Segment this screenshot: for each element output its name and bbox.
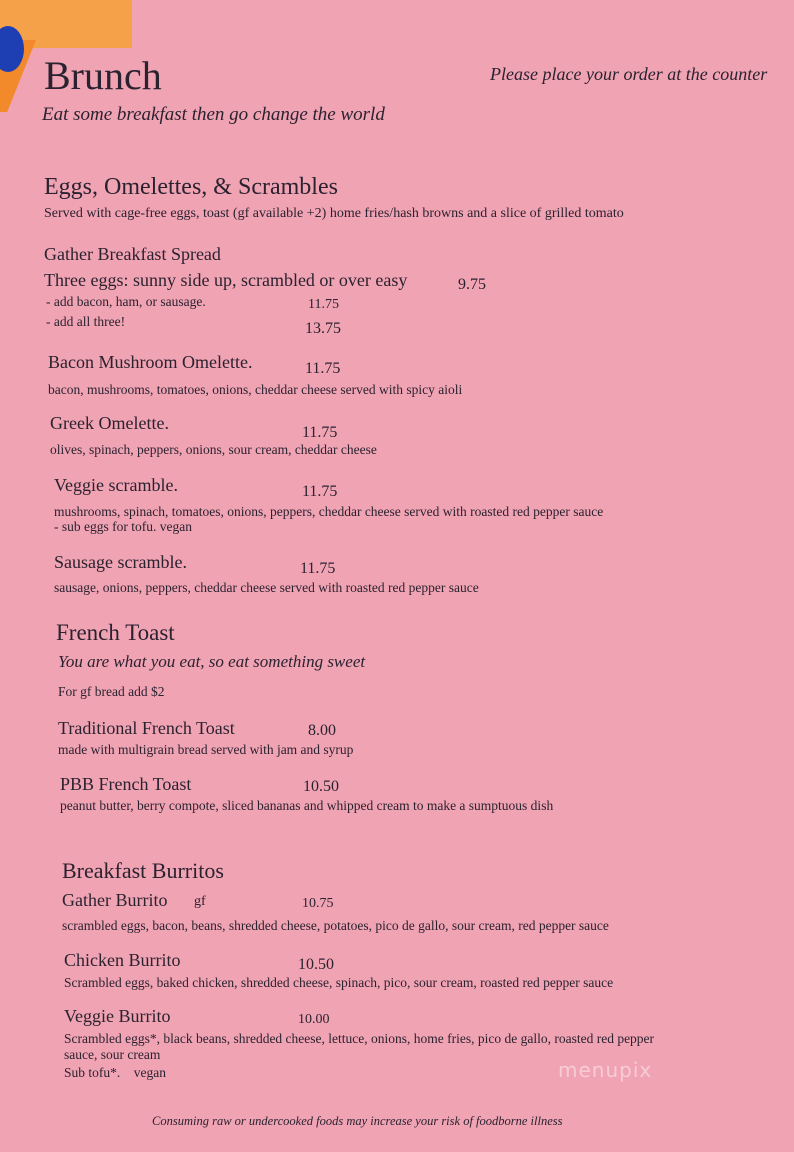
menu-item-name: Veggie Burrito	[64, 1006, 171, 1026]
section-title-burritos: Breakfast Burritos	[62, 858, 224, 883]
addon-price: 11.75	[308, 297, 339, 312]
menu-item-name: PBB French Toast	[60, 774, 192, 794]
menu-item-line: Three eggs: sunny side up, scrambled or over easy	[44, 270, 408, 290]
gf-tag: gf	[194, 894, 206, 909]
section-subtitle-eggs: Served with cage-free eggs, toast (gf available +2) home fries/hash browns and a slice of grilled tomato	[44, 206, 624, 221]
menu-item-name: Veggie scramble.	[54, 475, 178, 495]
menu-item-price: 11.75	[305, 360, 341, 377]
menu-item-desc: sausage, onions, peppers, cheddar cheese served with roasted red pepper sauce	[54, 580, 479, 595]
menu-item-name: Gather Breakfast Spread	[44, 244, 221, 264]
menu-item-desc: scrambled eggs, bacon, beans, shredded cheese, potatoes, pico de gallo, sour cream, red pepper sauce	[62, 918, 609, 933]
menu-item-price: 10.50	[298, 956, 334, 973]
menu-item-desc-extra: - sub eggs for tofu. vegan	[54, 519, 192, 534]
order-note: Please place your order at the counter	[490, 64, 768, 84]
menu-item-name: Sausage scramble.	[54, 552, 187, 572]
menu-item-desc: bacon, mushrooms, tomatoes, onions, cheddar cheese served with spicy aioli	[48, 382, 463, 397]
menu-item-desc: Scrambled eggs, baked chicken, shredded cheese, spinach, pico, sour cream, roasted red pepper sauce	[64, 975, 614, 990]
menu-item-desc: olives, spinach, peppers, onions, sour cream, cheddar cheese	[50, 442, 377, 457]
menu-item-name: Traditional French Toast	[58, 718, 235, 738]
menu-item-desc: mushrooms, spinach, tomatoes, onions, peppers, cheddar cheese served with roasted red pepper sauce	[54, 504, 604, 519]
addon-label: - add bacon, ham, or sausage.	[46, 294, 206, 309]
menu-item-price: 10.75	[302, 896, 334, 911]
menu-item-price: 11.75	[302, 483, 338, 500]
addon-label: - add all three!	[46, 314, 126, 329]
menu-item-price: 9.75	[458, 276, 486, 293]
menu-item-name: Chicken Burrito	[64, 950, 181, 970]
gf-bread-note: For gf bread add $2	[58, 684, 165, 699]
menu-item-desc: Scrambled eggs*, black beans, shredded cheese, lettuce, onions, home fries, pico de gallo, roasted red pepper	[64, 1031, 655, 1046]
menu-item-price: 10.50	[303, 778, 339, 795]
menu-item-desc: peanut butter, berry compote, sliced bananas and whipped cream to make a sumptuous dish	[60, 798, 554, 813]
section-title-french-toast: French Toast	[56, 620, 175, 645]
menu-item-price: 10.00	[298, 1012, 330, 1027]
menu-item-desc-extra: sauce, sour cream	[64, 1047, 161, 1062]
menu-item-price: 11.75	[302, 424, 338, 441]
menu-item-price: 11.75	[300, 560, 336, 577]
watermark: menupix	[558, 1058, 653, 1082]
menu-item-name: Gather Burrito	[62, 890, 168, 910]
page-title: Brunch	[44, 53, 162, 98]
food-safety-warning: Consuming raw or undercooked foods may increase your risk of foodborne illness	[152, 1114, 563, 1128]
menu-item-desc: made with multigrain bread served with jam and syrup	[58, 742, 354, 757]
menu-item-price: 8.00	[308, 722, 336, 739]
page-tagline: Eat some breakfast then go change the world	[42, 104, 385, 125]
tofu-substitute-note: Sub tofu*. vegan	[64, 1065, 166, 1080]
section-title-eggs: Eggs, Omelettes, & Scrambles	[44, 174, 338, 200]
menu-item-name: Greek Omelette.	[50, 413, 169, 433]
menu-item-name: Bacon Mushroom Omelette.	[48, 352, 253, 372]
section-tagline-french-toast: You are what you eat, so eat something sweet	[58, 652, 366, 671]
addon-price: 13.75	[305, 320, 341, 337]
